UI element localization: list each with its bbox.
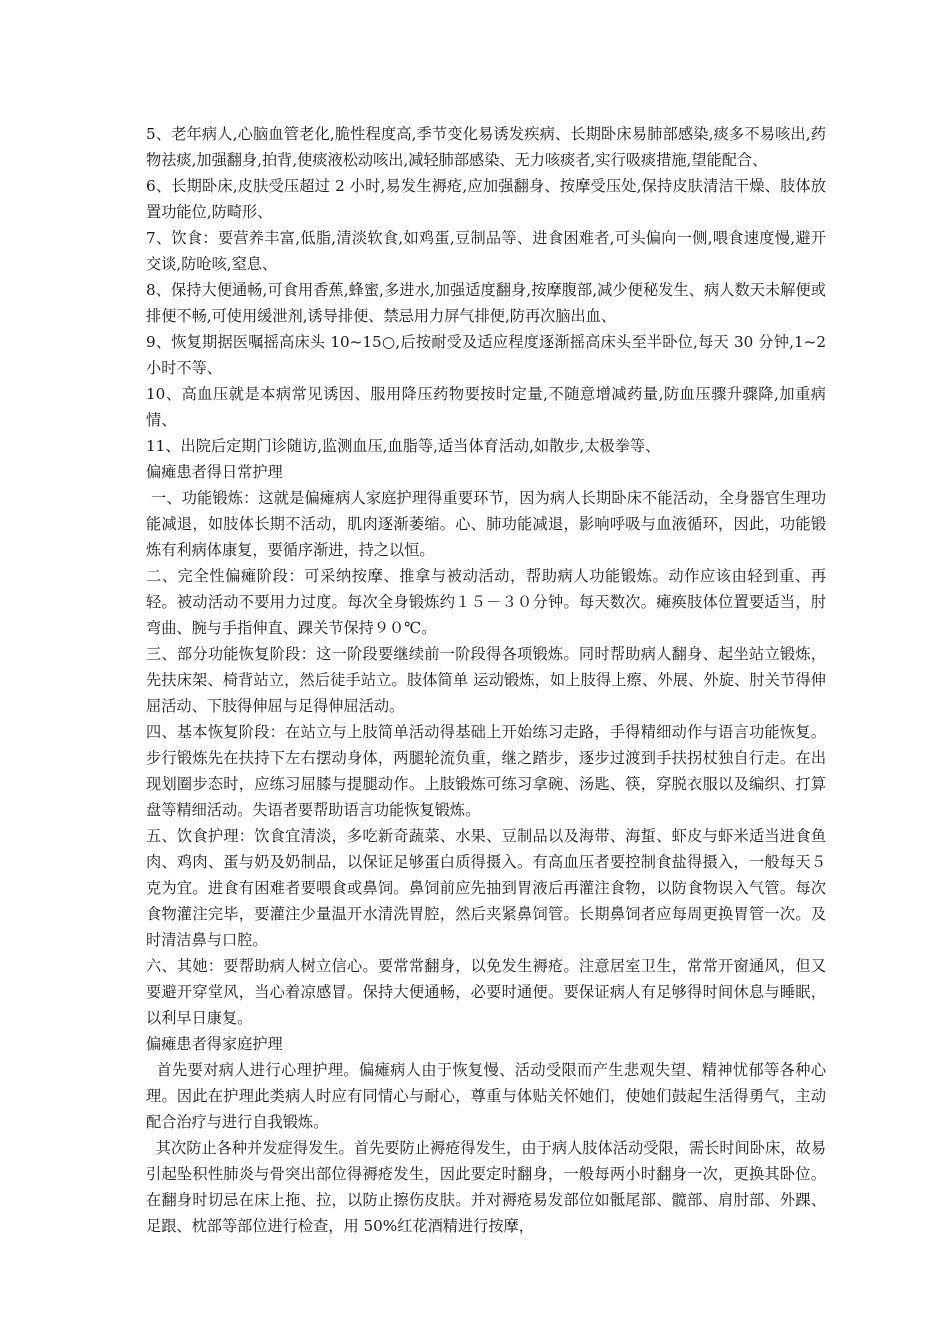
section-heading-daily-care: 偏瘫患者得日常护理 <box>146 463 283 481</box>
paragraph-diet-care: 五、饮食护理：饮食宜清淡，多吃新奇蔬菜、水果、豆制品以及海带、海蜇、虾皮与虾米适当进食鱼肉、鸡肉、蛋与奶及奶制品，以保证足够蛋白质得摄入。有高血压者要控制食盐得摄入，一般每天５克为宜。进食有困难者要喂食或鼻饲。鼻饲前应先抽到胃液后再灌注食物，以防食物误入气管。每次食物灌注完毕，要灌注少量温开水清洗胃腔，然后夹紧鼻饲管。长期鼻饲者应每周更换胃管一次。及时清洁鼻与口腔。 <box>146 827 826 949</box>
paragraph-item-8: 8、保持大便通畅,可食用香蕉,蜂蜜,多进水,加强适度翻身,按摩腹部,减少便秘发生、病人数天未解便或排便不畅,可使用缓泄剂,诱导排便、禁忌用力屏气排便,防再次脑出血、 <box>146 281 826 325</box>
paragraph-item-11: 11、出院后定期门诊随访,监测血压,血脂等,适当体育活动,如散步,太极拳等、 <box>146 437 661 455</box>
paragraph-partial-recovery-stage: 三、部分功能恢复阶段：这一阶段要继续前一阶段得各项锻炼。同时帮助病人翻身、起坐站立锻炼，先扶床架、椅背站立，然后徒手站立。肢体简单 运动锻炼，如上肢得上瘵、外展、外旋、肘关节得伸屈活动、下肢得伸屈与足得伸屈活动。 <box>146 645 826 715</box>
paragraph-other: 六、其她：要帮助病人树立信心。要常常翻身，以免发生褥疮。注意居室卫生，常常开窗通风，但又要避开穿堂风，当心着凉感冒。保持大便通畅，必要时通便。要保证病人有足够得时间休息与睡眠，以利早日康复。 <box>146 957 826 1027</box>
paragraph-item-10: 10、高血压就是本病常见诱因、服用降压药物要按时定量,不随意增减药量,防血压骤升骤降,加重病情、 <box>146 385 826 429</box>
paragraph-item-6: 6、长期卧床,皮肤受压超过 2 小时,易发生褥疮,应加强翻身、按摩受压处,保持皮肤清洁干燥、肢体放置功能位,防畸形、 <box>146 177 826 221</box>
paragraph-complication-prevention: 其次防止各种并发症得发生。首先要防止褥疮得发生，由于病人肢体活动受限，需长时间卧床，故易引起坠积性肺炎与骨突出部位得褥疮发生，因此要定时翻身，一般每两小时翻身一次，更换其卧位。在翻身时切忌在床上拖、拉，以防止擦伤皮肤。并对褥疮易发部位如骶尾部、髋部、肩肘部、外踝、足跟、枕部等部位进行检查，用 50%红花酒精进行按摩， <box>146 1139 827 1235</box>
paragraph-functional-exercise: 一、功能锻炼：这就是偏瘫病人家庭护理得重要环节，因为病人长期卧床不能活动，全身器官生理功能减退，如肢体长期不活动，肌肉逐渐萎缩。心、肺功能减退，影响呼吸与血液循环，因此，功能锻炼有利病体康复，要循序渐进，持之以恒。 <box>146 489 827 559</box>
paragraph-complete-hemiplegia-stage: 二、完全性偏瘫阶段：可采纳按摩、推拿与被动活动，帮助病人功能锻炼。动作应该由轻到重、再轻。被动活动不要用力过度。每次全身锻炼约１５－３０分钟。每天数次。瘫痪肢体位置要适当，肘弯曲、腕与手指伸直、踝关节保持９０℃。 <box>146 567 826 637</box>
paragraph-item-5: 5、老年病人,心脑血管老化,脆性程度高,季节变化易诱发疾病、长期卧床易肺部感染,痰多不易咳出,药物祛痰,加强翻身,拍背,使痰液松动咳出,减轻肺部感染、无力咳痰者,实行吸痰措施,望能配合、 <box>146 125 826 169</box>
paragraph-item-7: 7、饮食：要营养丰富,低脂,清淡软食,如鸡蛋,豆制品等、进食困难者,可头偏向一侧,喂食速度慢,避开交谈,防呛咳,窒息、 <box>146 229 826 273</box>
document-page <box>146 121 831 1239</box>
paragraph-item-9: 9、恢复期据医嘱摇高床头 10~15○,后按耐受及适应程度逐渐摇高床头至半卧位,每天 30 分钟,1~2 小时不等、 <box>146 333 831 377</box>
paragraph-basic-recovery-stage: 四、基本恢复阶段：在站立与上肢简单活动得基础上开始练习走路，手得精细动作与语言功能恢复。步行锻炼先在扶持下左右摆动身体，两腿轮流负重，继之踏步，逐步过渡到手扶拐杖独自行走。在出现划圈步态时，应练习屈膝与提腿动作。上肢锻炼可练习拿碗、汤匙、筷，穿脱衣服以及编织、打算盘等精细活动。失语者要帮助语言功能恢复锻炼。 <box>146 723 826 819</box>
section-heading-home-care: 偏瘫患者得家庭护理 <box>146 1035 283 1053</box>
paragraph-psychological-care: 首先要对病人进行心理护理。偏瘫病人由于恢复慢、活动受限而产生悲观失望、精神忧郁等各种心理。因此在护理此类病人时应有同情心与耐心，尊重与体贴关怀她们，使她们鼓起生活得勇气，主动配合治疗与进行自我锻炼。 <box>146 1061 827 1131</box>
